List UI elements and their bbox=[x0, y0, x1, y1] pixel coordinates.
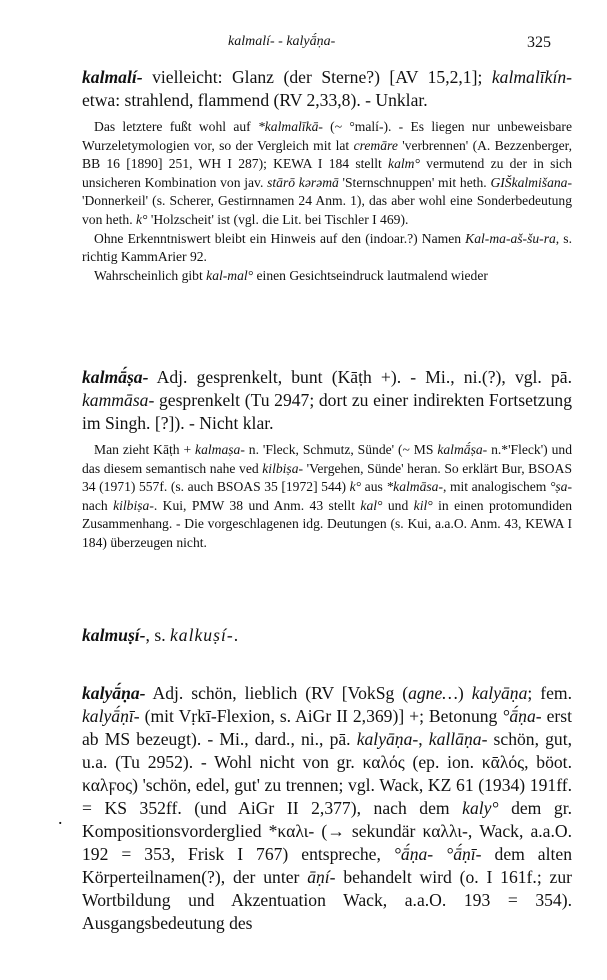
text-segment: einen Gesichtseindruck lautmalend wieder bbox=[253, 267, 488, 283]
greek-segment: καλός bbox=[362, 752, 405, 772]
text-segment: 'Sternschnuppen' mit heth. bbox=[338, 174, 491, 190]
text-segment: Man zieht Kāṭh + bbox=[94, 442, 196, 457]
text-segment bbox=[433, 844, 446, 864]
italic-segment: °ā́ṇī- bbox=[446, 844, 482, 864]
running-head-title: kalmalí- - kalyā́ṇa- bbox=[228, 34, 336, 49]
text-segment: nach bbox=[82, 497, 114, 513]
text-segment: . bbox=[233, 625, 239, 645]
italic-segment: kalm° bbox=[388, 156, 420, 172]
italic-segment: kallāṇa- bbox=[428, 729, 488, 749]
italic-segment: kilbiṣa- bbox=[262, 460, 304, 476]
text-segment: Wahrscheinlich gibt bbox=[94, 267, 207, 283]
italic-segment: GIŠkalmišana- bbox=[490, 174, 572, 190]
text-segment: dem alten Körperteilnamen(?), der unter bbox=[82, 844, 572, 887]
text-segment: , böot. bbox=[524, 752, 572, 772]
entry-main-text bbox=[82, 66, 572, 112]
text-segment: in einen protomundiden Zusammenhang. - Die vorgeschlagenen idg. Deutungen (s. Kui, a.a.O. Anm. 43, KEWA I 184) überzeugen nicht. bbox=[82, 497, 573, 550]
margin-mark: . bbox=[58, 808, 63, 828]
text-segment: (mit Vṛkī-Flexion, s. AiGr II 2,369)] +; Betonung bbox=[139, 706, 503, 726]
text-segment: vermutend zu der in sich unsicheren Kombination von jav. bbox=[82, 156, 572, 190]
italic-segment: kilbiṣa- bbox=[113, 497, 154, 513]
text-segment: ; fem. bbox=[527, 683, 572, 703]
text-segment: , bbox=[418, 729, 429, 749]
italic-segment: *kalmāsa- bbox=[386, 479, 443, 495]
text-segment: erst ab MS bezeugt). - Mi., dard., ni., pā. bbox=[82, 706, 572, 749]
text-segment: Adj. schön, lieblich (RV [VokSg ( bbox=[145, 683, 409, 703]
italic-segment: kalmaṣa- bbox=[195, 442, 245, 457]
note-paragraph bbox=[82, 267, 572, 286]
italic-segment: kalyā́ṇī- bbox=[82, 706, 140, 726]
text-segment: . Kui, PMW 38 und Anm. 43 stellt bbox=[153, 497, 361, 513]
text-segment: Ohne Erkenntniswert bleibt ein Hinweis auf den (indoar.?) Namen bbox=[94, 230, 466, 246]
text-segment: gesprenkelt (Tu 2947; dort zu einer indirekten Fortsetzung im Singh. [?]). - Nicht klar. bbox=[82, 390, 572, 433]
greek-segment: κᾱλός bbox=[481, 752, 525, 772]
entry-kalmusi bbox=[82, 624, 572, 647]
italic-segment: kalkuṣí- bbox=[170, 625, 234, 645]
entry-lemma: kalyā́ṇa- bbox=[82, 683, 146, 703]
text-segment: dem gr. Kompositionsvorderglied bbox=[82, 798, 573, 841]
text-segment: (~ °malí-). - Es liegen nur unbeweisbare Wurzeletymologien vor, so der Vergleich mit lat bbox=[82, 119, 572, 153]
greek-segment: καλϝος bbox=[82, 775, 133, 795]
entry-main-text bbox=[82, 624, 572, 647]
text-segment: (→ sekundär bbox=[314, 821, 423, 841]
italic-segment: agne… bbox=[408, 683, 458, 703]
entry-main-text bbox=[82, 366, 572, 435]
entry-kalmasa bbox=[82, 366, 572, 553]
text-segment: etwa: strahlend, flammend (RV 2,33,8). - Unklar. bbox=[82, 90, 428, 110]
text-segment: , mit analogischem bbox=[443, 479, 550, 495]
italic-segment: kal-mal° bbox=[206, 267, 254, 283]
italic-segment: kalmalīkín- bbox=[491, 67, 572, 87]
text-segment: Das letztere fußt wohl auf bbox=[94, 119, 258, 134]
italic-segment: kil° bbox=[413, 497, 433, 513]
italic-segment: stārō kərəmā bbox=[267, 174, 339, 190]
entry-note bbox=[82, 441, 572, 553]
italic-segment: °ā́ṇa- bbox=[393, 844, 434, 864]
text-segment: n. 'Fleck, Schmutz, Sünde' (~ MS bbox=[244, 442, 438, 457]
italic-segment: cremāre bbox=[353, 137, 398, 153]
text-segment: schön, gut, u.a. (Tu 2952). - Wohl nicht von gr. bbox=[82, 729, 573, 772]
text-segment: ) 'schön, edel, gut' zu trennen; vgl. Wack, KZ 61 (1934) 191ff. = KS 352ff. (und AiGr II 2,377), nach dem bbox=[82, 775, 572, 818]
entry-kalyana bbox=[82, 682, 572, 935]
italic-segment: k° bbox=[136, 211, 148, 227]
italic-segment: °ā́ṇa- bbox=[502, 706, 542, 726]
italic-segment: kalyāṇa- bbox=[356, 729, 419, 749]
italic-segment: Kal-ma-aš-šu-ra bbox=[465, 230, 556, 246]
text-segment: 'Holzscheit' ist (vgl. die Lit. bei Tischler I 469). bbox=[147, 211, 409, 227]
italic-segment: kammāsa- bbox=[82, 390, 155, 410]
text-segment: 'Donnerkeil' (s. Scherer, Gestirnnamen 24 Anm. 1), das aber wohl eine Sonderbedeutung von heth. bbox=[82, 193, 572, 227]
italic-segment: kalmā́ṣa- bbox=[437, 442, 488, 457]
text-segment: , Wack, a.a.O. 192 = 353, Frisk I 767) entspreche, bbox=[82, 821, 572, 864]
note-paragraph bbox=[82, 230, 572, 267]
greek-segment: *καλι- bbox=[268, 821, 315, 841]
text-segment: (ep. ion. bbox=[404, 752, 482, 772]
text-segment: vielleicht: Glanz (der Sterne?) [AV 15,2,1]; bbox=[142, 67, 492, 87]
text-segment: aus bbox=[361, 479, 387, 495]
note-paragraph bbox=[82, 441, 572, 553]
text-segment: , s. richtig KammArier 92. bbox=[82, 230, 572, 265]
italic-segment: āṇí- bbox=[307, 867, 336, 887]
italic-segment: k° bbox=[349, 479, 362, 495]
greek-segment: καλλι- bbox=[422, 821, 468, 841]
text-segment: behandelt wird (o. I 161f.; zur Wortbildung und Akzentuation Wack, a.a.O. 193 = 354). Ausgangsbedeutung des bbox=[82, 867, 572, 933]
italic-segment: °ṣa- bbox=[549, 479, 573, 495]
italic-segment: *kalmalīkā- bbox=[257, 119, 323, 134]
text-segment: und bbox=[382, 497, 414, 513]
text-segment: Adj. gesprenkelt, bunt (Kāṭh +). - Mi., ni.(?), vgl. pā. bbox=[148, 367, 572, 387]
note-paragraph bbox=[82, 118, 572, 230]
text-segment: 'verbrennen' (A. Bezzenberger, BB 16 [1890] 251, WH I 287); KEWA I 184 stellt bbox=[82, 137, 572, 172]
entry-lemma: kalmuṣí- bbox=[82, 625, 146, 645]
entry-note bbox=[82, 118, 572, 285]
entry-kalmali bbox=[82, 66, 572, 285]
text-segment: 'Vergehen, Sünde' heran. So erklärt Bur, BSOAS 34 (1971) 557f. (s. auch BSOAS 35 [1972] 544) bbox=[82, 460, 573, 495]
italic-segment: kalyāṇa bbox=[471, 683, 528, 703]
text-segment: , s. bbox=[145, 625, 170, 645]
entry-main-text bbox=[82, 682, 572, 935]
entry-lemma: kalmalí- bbox=[82, 67, 143, 87]
italic-segment: kal° bbox=[360, 497, 383, 513]
entry-lemma: kalmā́ṣa- bbox=[82, 367, 149, 387]
text-segment: ) bbox=[457, 683, 472, 703]
text-segment: n.*'Fleck') und das diesem semantisch nahe ved bbox=[82, 442, 572, 476]
page-number: 325 bbox=[527, 34, 551, 51]
italic-segment: kaly° bbox=[462, 798, 499, 818]
